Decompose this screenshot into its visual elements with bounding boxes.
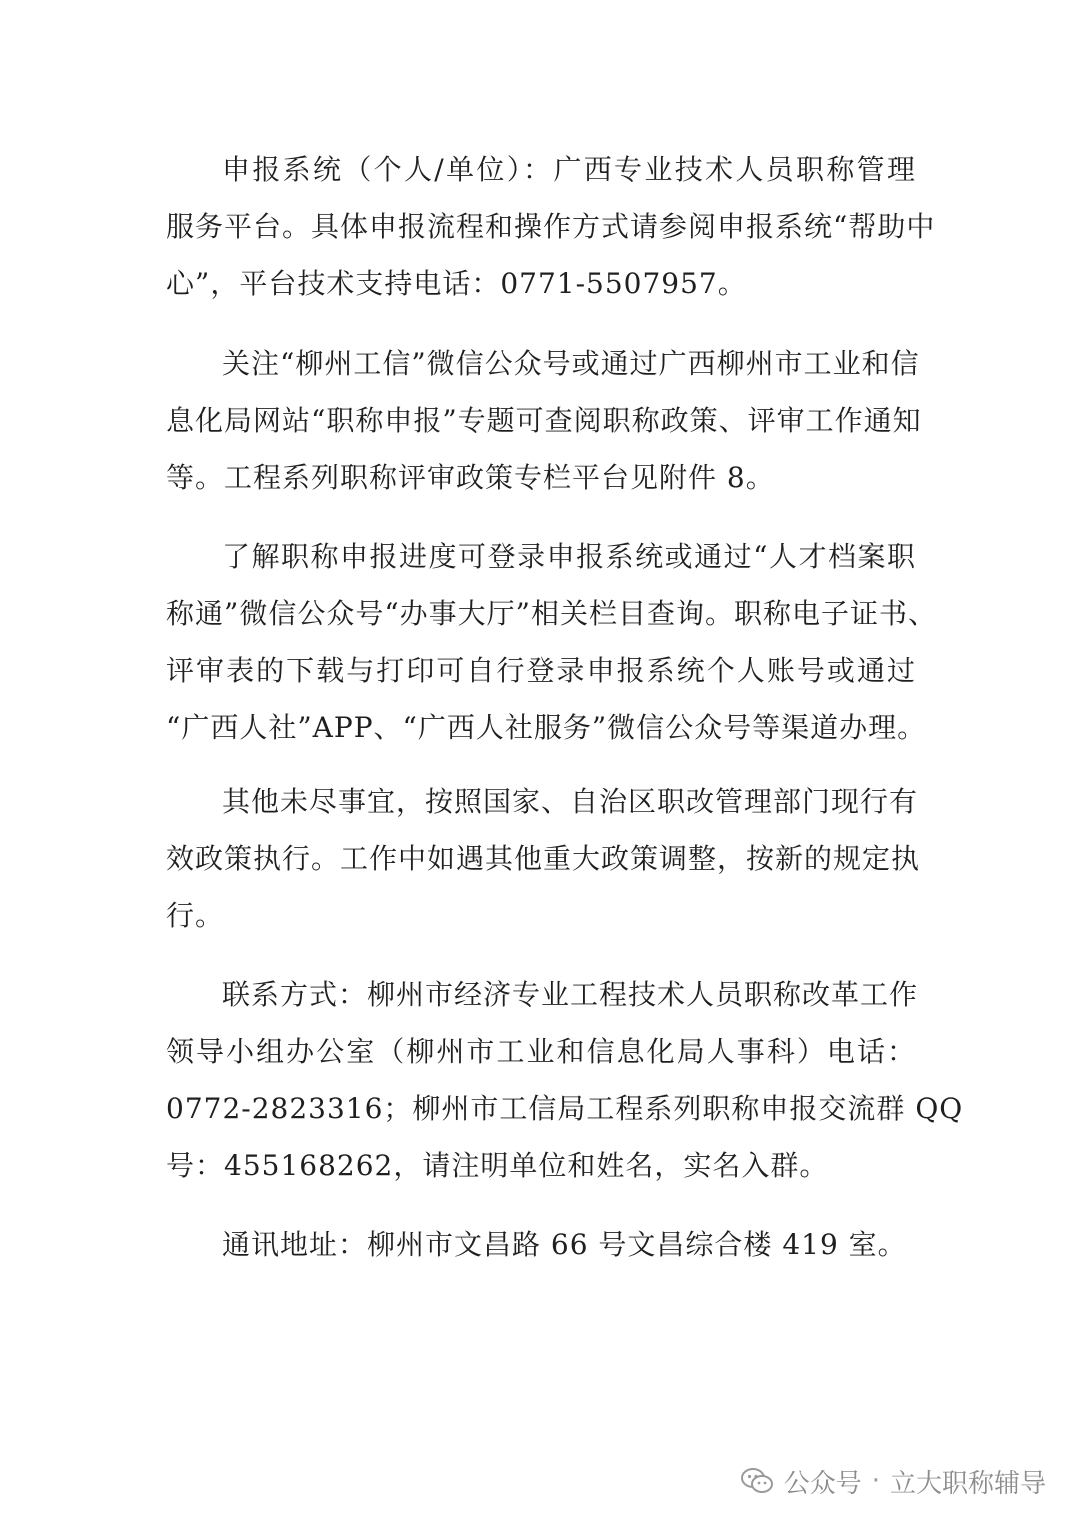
paragraph-1-line-3: 心”，平台技术支持电话：0771-5507957。 xyxy=(166,267,747,300)
paragraph-5-line-4: 号：455168262，请注明单位和姓名，实名入群。 xyxy=(166,1149,829,1182)
paragraph-1-line-2: 服务平台。具体申报流程和操作方式请参阅申报系统“帮助中 xyxy=(166,210,936,243)
paragraph-2-line-2: 息化局网站“职称申报”专题可查阅职称政策、评审工作通知 xyxy=(166,404,922,437)
watermark-account-name: 立大职称辅导 xyxy=(889,1468,1046,1499)
paragraph-3-line-3: 评审表的下载与打印可自行登录申报系统个人账号或通过 xyxy=(166,654,916,687)
watermark-label: 公众号 xyxy=(783,1468,862,1499)
paragraph-3-line-1: 了解职称申报进度可登录申报系统或通过“人才档案职 xyxy=(222,540,916,573)
paragraph-2-line-3: 等。工程系列职称评审政策专栏平台见附件 8。 xyxy=(166,461,775,494)
wechat-icon xyxy=(740,1466,774,1496)
paragraph-5-line-1: 联系方式：柳州市经济专业工程技术人员职称改革工作 xyxy=(222,978,919,1011)
paragraph-3-line-4: “广西人社”APP、“广西人社服务”微信公众号等渠道办理。 xyxy=(166,711,927,744)
account-watermark xyxy=(740,1461,1046,1501)
paragraph-4-line-2: 效政策执行。工作中如遇其他重大政策调整，按新的规定执 xyxy=(166,842,921,875)
paragraph-5-line-3: 0772-2823316；柳州市工信局工程系列职称申报交流群 QQ xyxy=(166,1092,964,1125)
paragraph-6-line-1: 通讯地址：柳州市文昌路 66 号文昌综合楼 419 室。 xyxy=(222,1228,907,1261)
paragraph-4-line-1: 其他未尽事宜，按照国家、自治区职改管理部门现行有 xyxy=(222,785,919,818)
paragraph-2-line-1: 关注“柳州工信”微信公众号或通过广西柳州市工业和信 xyxy=(222,347,920,380)
paragraph-3-line-2: 称通”微信公众号“办事大厅”相关栏目查询。职称电子证书、 xyxy=(166,597,937,630)
paragraph-1-line-1: 申报系统（个人/单位）：广西专业技术人员职称管理 xyxy=(222,153,916,186)
paragraph-4-line-3: 行。 xyxy=(166,899,225,932)
paragraph-5-line-2: 领导小组办公室（柳州市工业和信息化局人事科）电话： xyxy=(166,1035,916,1068)
watermark-separator: · xyxy=(871,1466,880,1496)
